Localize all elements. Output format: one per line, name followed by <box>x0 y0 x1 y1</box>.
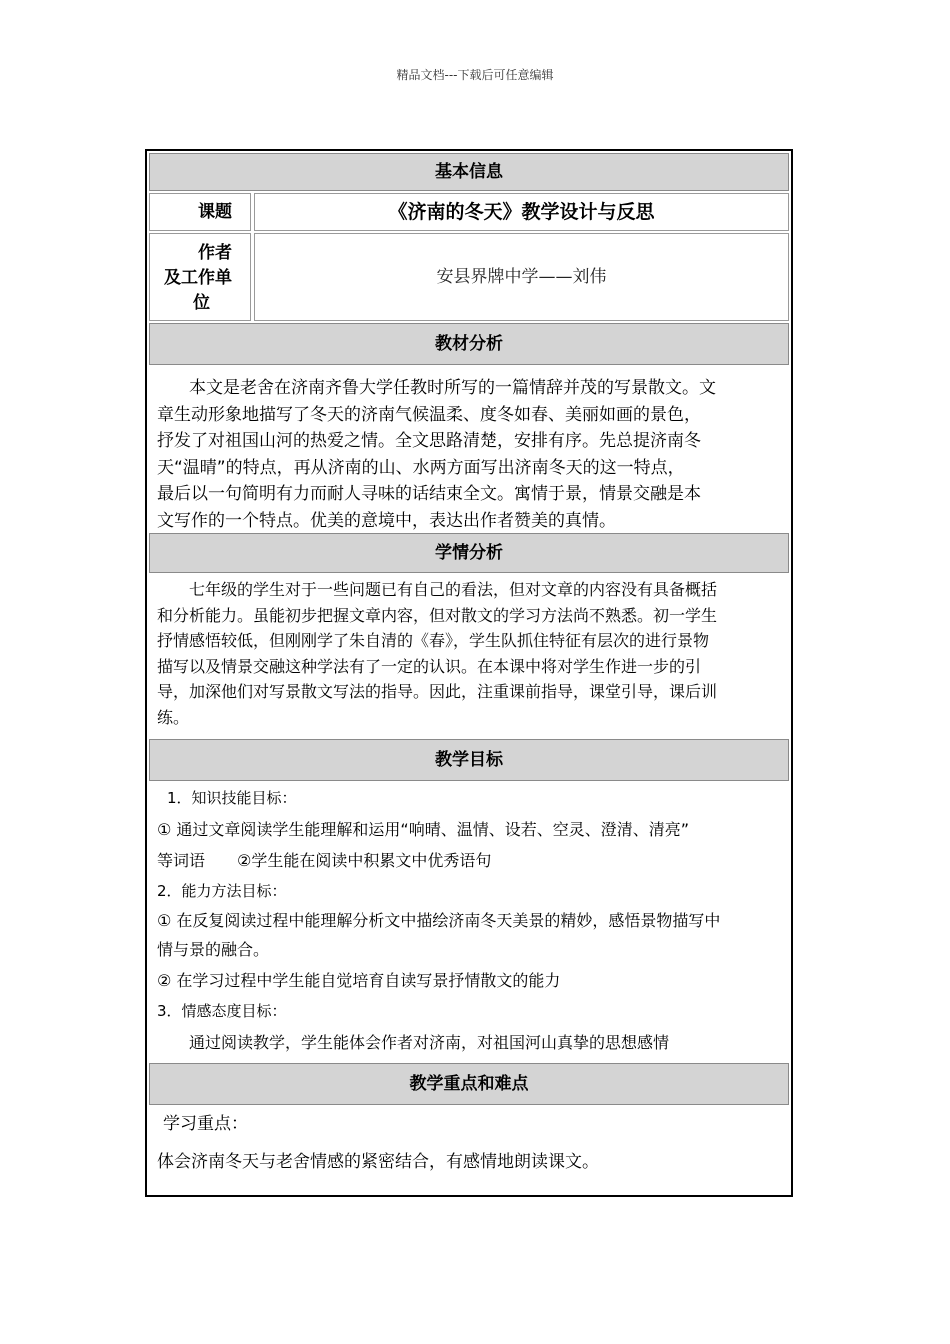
section-heading-student-analysis: 学情分析 <box>149 533 789 573</box>
page-watermark: 精品文档---下载后可任意编辑 <box>396 68 554 82</box>
topic-label: 课题 <box>198 202 232 222</box>
material-analysis-text <box>157 375 783 534</box>
key-point-item: 体会济南冬天与老舍情感的紧密结合，有感情地朗读课文。 <box>157 1152 599 1172</box>
paragraph-line: 导，加深他们对写景散文写法的指导。因此，注重课前指导，课堂引导，课后训 <box>157 682 718 701</box>
goal-item: ① 在反复阅读过程中能理解分析文中描绘济南冬天美景的精妙，感悟景物描写中 <box>157 911 721 930</box>
key-point-heading: 学习重点： <box>163 1114 248 1134</box>
topic-value: 《济南的冬天》教学设计与反思 <box>388 201 655 223</box>
topic-value-cell <box>254 193 789 231</box>
goal-item: 通过阅读教学，学生能体会作者对济南，对祖国河山真挚的思想感情 <box>189 1033 670 1052</box>
goal-item: 情与景的融合。 <box>157 940 270 959</box>
paragraph-line: 章生动形象地描写了冬天的济南气候温柔、度冬如春、美丽如画的景色， <box>157 404 701 425</box>
paragraph-line: 抒发了对祖国山河的热爱之情。全文思路清楚，安排有序。先总提济南冬 <box>157 431 701 451</box>
paragraph-line: 练。 <box>157 707 190 727</box>
section-heading-basic-info: 基本信息 <box>149 153 789 191</box>
goal-item: ② 在学习过程中学生能自觉培育自读写景抒情散文的能力 <box>157 971 561 990</box>
paragraph-line: 本文是老舍在济南齐鲁大学任教时所写的一篇情辞并茂的写景散文。文 <box>189 378 716 398</box>
goal-heading-knowledge: 1．知识技能目标： <box>167 789 297 807</box>
goal-heading-ability: 2．能力方法目标： <box>157 882 287 900</box>
author-value: 安县界牌中学——刘伟 <box>436 267 607 287</box>
student-analysis-text <box>157 577 783 730</box>
paragraph-line: 文写作的一个特点。优美的意境中，表达出作者赞美的真情。 <box>157 510 616 531</box>
topic-label-cell <box>149 193 251 231</box>
section-heading-material-analysis: 教材分析 <box>149 323 789 365</box>
goal-item: 等词语 ②学生能在阅读中积累文中优秀语句 <box>157 851 492 870</box>
goal-item: ① 通过文章阅读学生能理解和运用“响晴、温情、设若、空灵、澄清、清亮” <box>157 820 690 839</box>
lesson-plan-table <box>145 149 793 1197</box>
author-label-cell <box>149 233 251 321</box>
paragraph-line: 最后以一句简明有力而耐人寻味的话结束全文。寓情于景，情景交融是本 <box>157 484 701 504</box>
author-value-cell <box>254 233 789 321</box>
section-heading-key-points: 教学重点和难点 <box>149 1063 789 1105</box>
paragraph-line: 天“温晴”的特点，再从济南的山、水两方面写出济南冬天的这一特点， <box>157 457 685 478</box>
author-label-line-1: 作者 <box>198 243 232 263</box>
author-label-line-2: 及工作单 <box>164 268 232 288</box>
paragraph-line: 抒情感悟较低，但刚刚学了朱自清的《春》，学生队抓住特征有层次的进行景物 <box>157 631 710 650</box>
paragraph-line: 描写以及情景交融这种学法有了一定的认识。在本课中将对学生作进一步的引 <box>157 656 702 676</box>
section-heading-teaching-goals: 教学目标 <box>149 739 789 781</box>
paragraph-line: 和分析能力。虽能初步把握文章内容，但对散文的学习方法尚不熟悉。初一学生 <box>157 605 718 625</box>
author-label-line-3: 位 <box>193 293 210 313</box>
paragraph-line: 七年级的学生对于一些问题已有自己的看法，但对文章的内容没有具备概括 <box>189 580 718 599</box>
goal-heading-attitude: 3．情感态度目标： <box>157 1002 287 1020</box>
